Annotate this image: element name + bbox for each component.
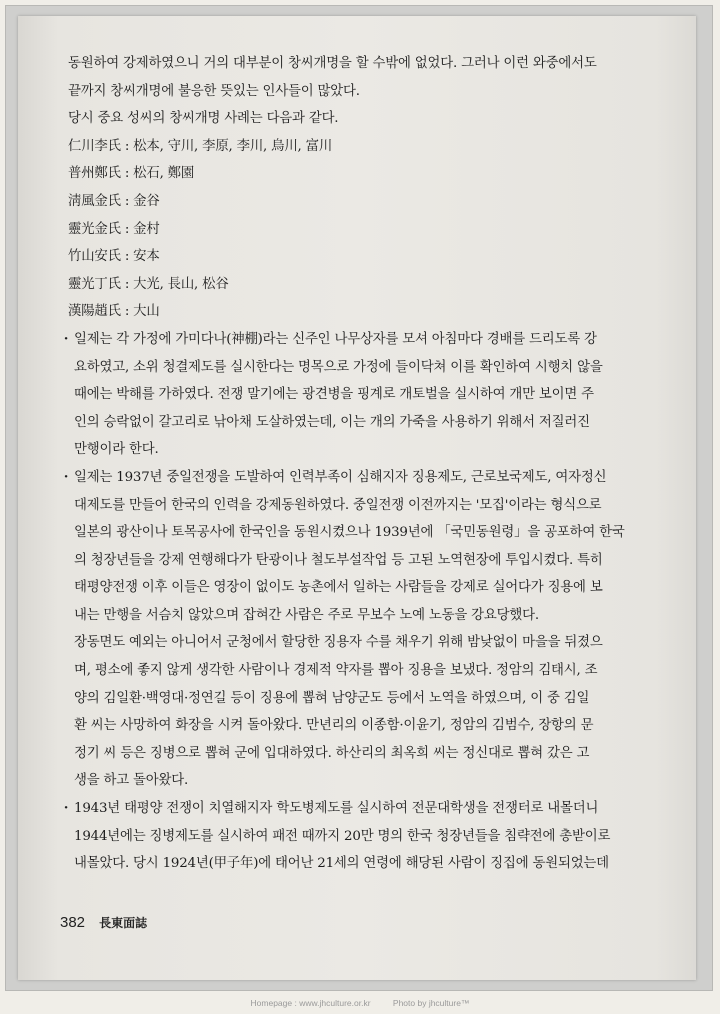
text-line-content: 竹山安氏 : 安本 [68,249,160,265]
text-line-content: 漢陽趙氏 : 大山 [68,304,160,320]
text-line [68,767,644,795]
book-title: 長東面誌 [99,916,148,930]
text-line-content: 끝까지 창씨개명에 불응한 뜻있는 인사들이 많았다. [68,83,360,99]
text-line-content: 환 씨는 사망하여 화장을 시켜 돌아왔다. 만년리의 이종함·이윤기, 정암의 김범수, 장항의 문 [74,718,594,734]
text-line-content: 일제는 1937년 중일전쟁을 도발하여 인력부족이 심해지자 징용제도, 근로보국제도, 여자정신 [74,469,607,485]
text-line [68,712,644,740]
text-line [68,243,644,271]
text-line-content: 靈光丁氏 : 大光, 長山, 松谷 [68,276,229,292]
text-line-content: 요하였고, 소위 청결제도를 실시한다는 명목으로 가정에 들이닥쳐 이를 확인하여 시행치 않을 [74,359,603,375]
text-line [68,602,644,630]
text-line-content: 靈光金氏 : 金村 [68,221,160,237]
bullet-dot: · [63,330,69,347]
text-line [68,50,644,78]
text-line [63,795,644,823]
text-line-content: 普州鄭氏 : 松石, 鄭園 [68,166,195,182]
text-line [68,133,644,161]
photo-credit [0,998,720,1008]
text-line-content: 대제도를 만들어 한국의 인력을 강제동원하였다. 중일전쟁 이전까지는 '모집'이라는 형식으로 [74,497,602,513]
text-line-content: 만행이라 한다. [74,442,159,458]
page-number: 382 [60,914,86,931]
text-line [68,547,644,575]
text-line-content: 인의 승락없이 갈고리로 낚아채 도살하였는데, 이는 개의 가죽을 사용하기 위해서 저질러진 [74,414,590,430]
text-line [68,629,644,657]
text-line-content: 장동면도 예외는 아니어서 군청에서 할당한 징용자 수를 채우기 위해 밤낮없이 마을을 뒤졌으 [74,635,603,651]
text-line [68,409,644,437]
text-line-content: 정기 씨 등은 징병으로 뽑혀 군에 입대하였다. 하산리의 최옥희 씨는 정신대로 뽑혀 갔은 고 [74,745,590,761]
bullet-dot: · [63,468,69,485]
text-line [68,574,644,602]
text-line [68,298,644,326]
text-line-content: 의 청장년들을 강제 연행해다가 탄광이나 철도부설작업 등 고된 노역현장에 투입시켰다. 특히 [74,552,603,568]
text-line-content: 일본의 광산이나 토목공사에 한국인을 동원시켰으나 1939년에 「국민동원령」을 공포하여 한국 [74,525,625,541]
text-line-content: 당시 중요 성씨의 창씨개명 사례는 다음과 같다. [68,111,339,127]
text-line [68,740,644,768]
text-line-content: 때에는 박해를 가하였다. 전쟁 말기에는 광견병을 핑계로 개토벌을 실시하여 개만 보이면 주 [74,387,594,403]
text-line [68,78,644,106]
text-line [68,271,644,299]
text-line-content: 일제는 각 가정에 가미다나(神棚)라는 신주인 나무상자를 모셔 아침마다 경배를 드리도록 강 [74,331,597,347]
text-line [68,850,644,878]
page-footer [60,914,147,931]
text-line [68,160,644,188]
text-line [68,685,644,713]
text-line [68,354,644,382]
page-body-text [63,50,644,878]
text-line-content: 양의 김일환·백영대·정연길 등이 징용에 뽑혀 남양군도 등에서 노역을 하였으며, 이 중 김일 [74,690,590,706]
text-line-content: 1943년 태평양 전쟁이 치열해지자 학도병제도를 실시하여 전문대학생을 전쟁터로 내몰더니 [74,801,599,817]
text-line-content: 태평양전쟁 이후 이들은 영장이 없이도 농촌에서 일하는 사람들을 강제로 실어다가 징용에 보 [74,580,603,596]
text-line [68,216,644,244]
text-line-content: 생을 하고 돌아왔다. [74,773,189,789]
text-line [68,188,644,216]
text-line-content: 며, 평소에 좋지 않게 생각한 사람이나 경제적 약자를 뽑아 징용을 보냈다. 정암의 김태시, 조 [74,663,598,679]
bullet-dot: · [63,800,69,817]
text-line-content: 淸風金氏 : 金谷 [68,193,160,209]
homepage-credit: Homepage : www.jhculture.or.kr [250,998,371,1008]
text-line-content: 내는 만행을 서슴치 않았으며 잡혀간 사람은 주로 무보수 노예 노동을 강요당했다. [74,607,539,623]
text-line [68,492,644,520]
text-line [68,519,644,547]
text-line [68,436,644,464]
text-line-content: 1944년에는 징병제도를 실시하여 패전 때까지 20만 명의 한국 청장년들을 침략전에 총받이로 [74,828,611,844]
text-line-content: 내몰았다. 당시 1924년(甲子年)에 태어난 21세의 연령에 해당된 사람이 징집에 동원되었는데 [74,856,609,872]
text-line-content: 仁川李氏 : 松本, 守川, 李原, 李川, 烏川, 富川 [68,138,333,154]
text-line [68,823,644,851]
text-line [63,464,644,492]
text-line-content: 동원하여 강제하였으니 거의 대부분이 창씨개명을 할 수밖에 없었다. 그러나 이런 와중에서도 [68,56,597,71]
text-line [68,657,644,685]
text-line [63,326,644,354]
text-line [68,381,644,409]
photo-by-credit: Photo by jhculture™ [392,998,470,1008]
text-line [68,105,644,133]
